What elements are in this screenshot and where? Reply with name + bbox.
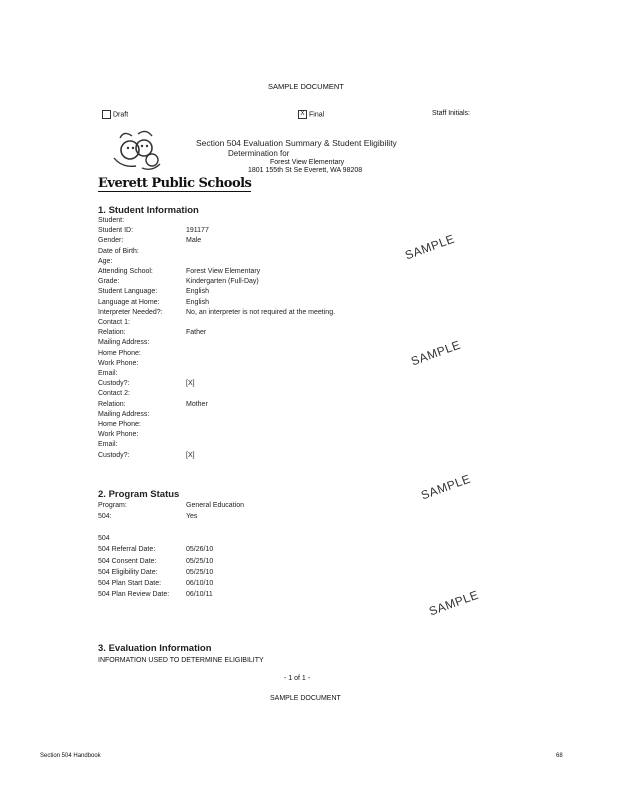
field-label: Email: xyxy=(98,441,118,449)
field-value: English xyxy=(186,288,209,296)
program-status-heading xyxy=(98,489,179,500)
field-label: Home Phone: xyxy=(98,349,141,357)
field-value: [X] xyxy=(186,451,195,459)
field-label: Student ID: xyxy=(98,227,134,235)
field-label: Student Language: xyxy=(98,288,158,296)
field-label: 504 xyxy=(98,535,110,543)
sample-document-header: SAMPLE DOCUMENT xyxy=(268,82,344,91)
evaluation-info-heading xyxy=(98,643,212,654)
field-value: Yes xyxy=(186,513,198,521)
document-title: Section 504 Evaluation Summary & Student Eligibility xyxy=(196,138,397,148)
sample-watermark: SAMPLE xyxy=(409,337,463,369)
draft-option[interactable] xyxy=(102,110,128,119)
field-label: 504 Plan Start Date: xyxy=(98,579,162,587)
field-label: Relation: xyxy=(98,329,126,337)
section-number: 3. xyxy=(98,643,106,654)
field-value: [X] xyxy=(186,380,195,388)
document-subtitle: Determination for xyxy=(228,149,290,158)
draft-label: Draft xyxy=(113,111,129,119)
handbook-title: Section 504 Handbook xyxy=(40,753,101,759)
section-heading-text: Evaluation Information xyxy=(108,643,212,654)
field-value: English xyxy=(186,298,209,306)
field-value: Father xyxy=(186,329,207,337)
field-label: Custody?: xyxy=(98,380,130,388)
field-label: Mailing Address: xyxy=(98,410,150,418)
field-value: Forest View Elementary xyxy=(186,268,261,275)
school-address: 1801 155th St Se Everett, WA 98208 xyxy=(248,167,363,174)
section-number: 2. xyxy=(98,489,106,500)
field-value: 05/25/10 xyxy=(186,568,214,576)
field-value: Mother xyxy=(186,400,208,408)
field-label: Custody?: xyxy=(98,451,130,459)
field-label: Work Phone: xyxy=(98,431,139,439)
district-name-logo: Everett Public Schools xyxy=(98,176,252,191)
field-label: Email: xyxy=(98,370,118,377)
field-value: General Education xyxy=(186,502,244,509)
page-indicator: - 1 of 1 - xyxy=(284,675,311,682)
field-value: No, an interpreter is not required at the meeting. xyxy=(186,308,336,316)
field-label: Contact 2: xyxy=(98,390,130,398)
field-value: 191177 xyxy=(186,227,209,235)
final-checkbox[interactable]: X xyxy=(298,110,307,119)
section-heading-text: Program Status xyxy=(108,489,180,500)
final-option[interactable] xyxy=(298,110,324,119)
eligibility-subheading: INFORMATION USED TO DETERMINE ELIGIBILITY xyxy=(98,657,264,664)
field-label: Home Phone: xyxy=(98,421,141,428)
field-label: 504 Referral Date: xyxy=(98,546,156,554)
field-label: Age: xyxy=(98,257,113,265)
field-value: Kindergarten (Full-Day) xyxy=(186,278,259,286)
sample-document-footer: SAMPLE DOCUMENT xyxy=(270,695,341,702)
field-label: Relation: xyxy=(98,400,126,408)
page-number: 68 xyxy=(556,753,563,759)
field-label: Interpreter Needed?: xyxy=(98,308,163,316)
field-value: 05/26/10 xyxy=(186,546,214,554)
field-label: 504 Consent Date: xyxy=(98,557,157,565)
school-name: Forest View Elementary xyxy=(270,159,345,166)
field-value: Male xyxy=(186,237,202,245)
field-value: 05/25/10 xyxy=(186,557,214,565)
field-label: Contact 1: xyxy=(98,319,130,326)
sample-watermark: SAMPLE xyxy=(419,471,473,503)
field-value: 06/10/10 xyxy=(186,579,214,587)
field-label: Gender: xyxy=(98,237,124,245)
district-logo-icon xyxy=(102,128,172,174)
field-label: Work Phone: xyxy=(98,359,139,367)
sample-watermark: SAMPLE xyxy=(427,587,481,619)
field-label: 504 Eligibility Date: xyxy=(98,568,158,576)
field-label: 504 Plan Review Date: xyxy=(98,590,170,598)
field-label: Language at Home: xyxy=(98,298,160,306)
field-label: Date of Birth: xyxy=(98,247,139,255)
field-label: Grade: xyxy=(98,278,120,286)
field-label: Program: xyxy=(98,502,127,509)
section-heading-text: Student Information xyxy=(108,205,199,216)
field-label: 504: xyxy=(98,513,112,521)
field-label: Student: xyxy=(98,217,125,224)
staff-initials-label: Staff Initials: xyxy=(432,110,471,117)
section-number: 1. xyxy=(98,205,106,216)
field-value: 06/10/11 xyxy=(186,590,213,598)
draft-checkbox[interactable] xyxy=(102,110,111,119)
field-label: Mailing Address: xyxy=(98,339,150,347)
sample-watermark: SAMPLE xyxy=(403,231,457,263)
field-label: Attending School: xyxy=(98,268,153,275)
student-info-heading xyxy=(98,205,199,216)
final-label: Final xyxy=(309,111,325,119)
